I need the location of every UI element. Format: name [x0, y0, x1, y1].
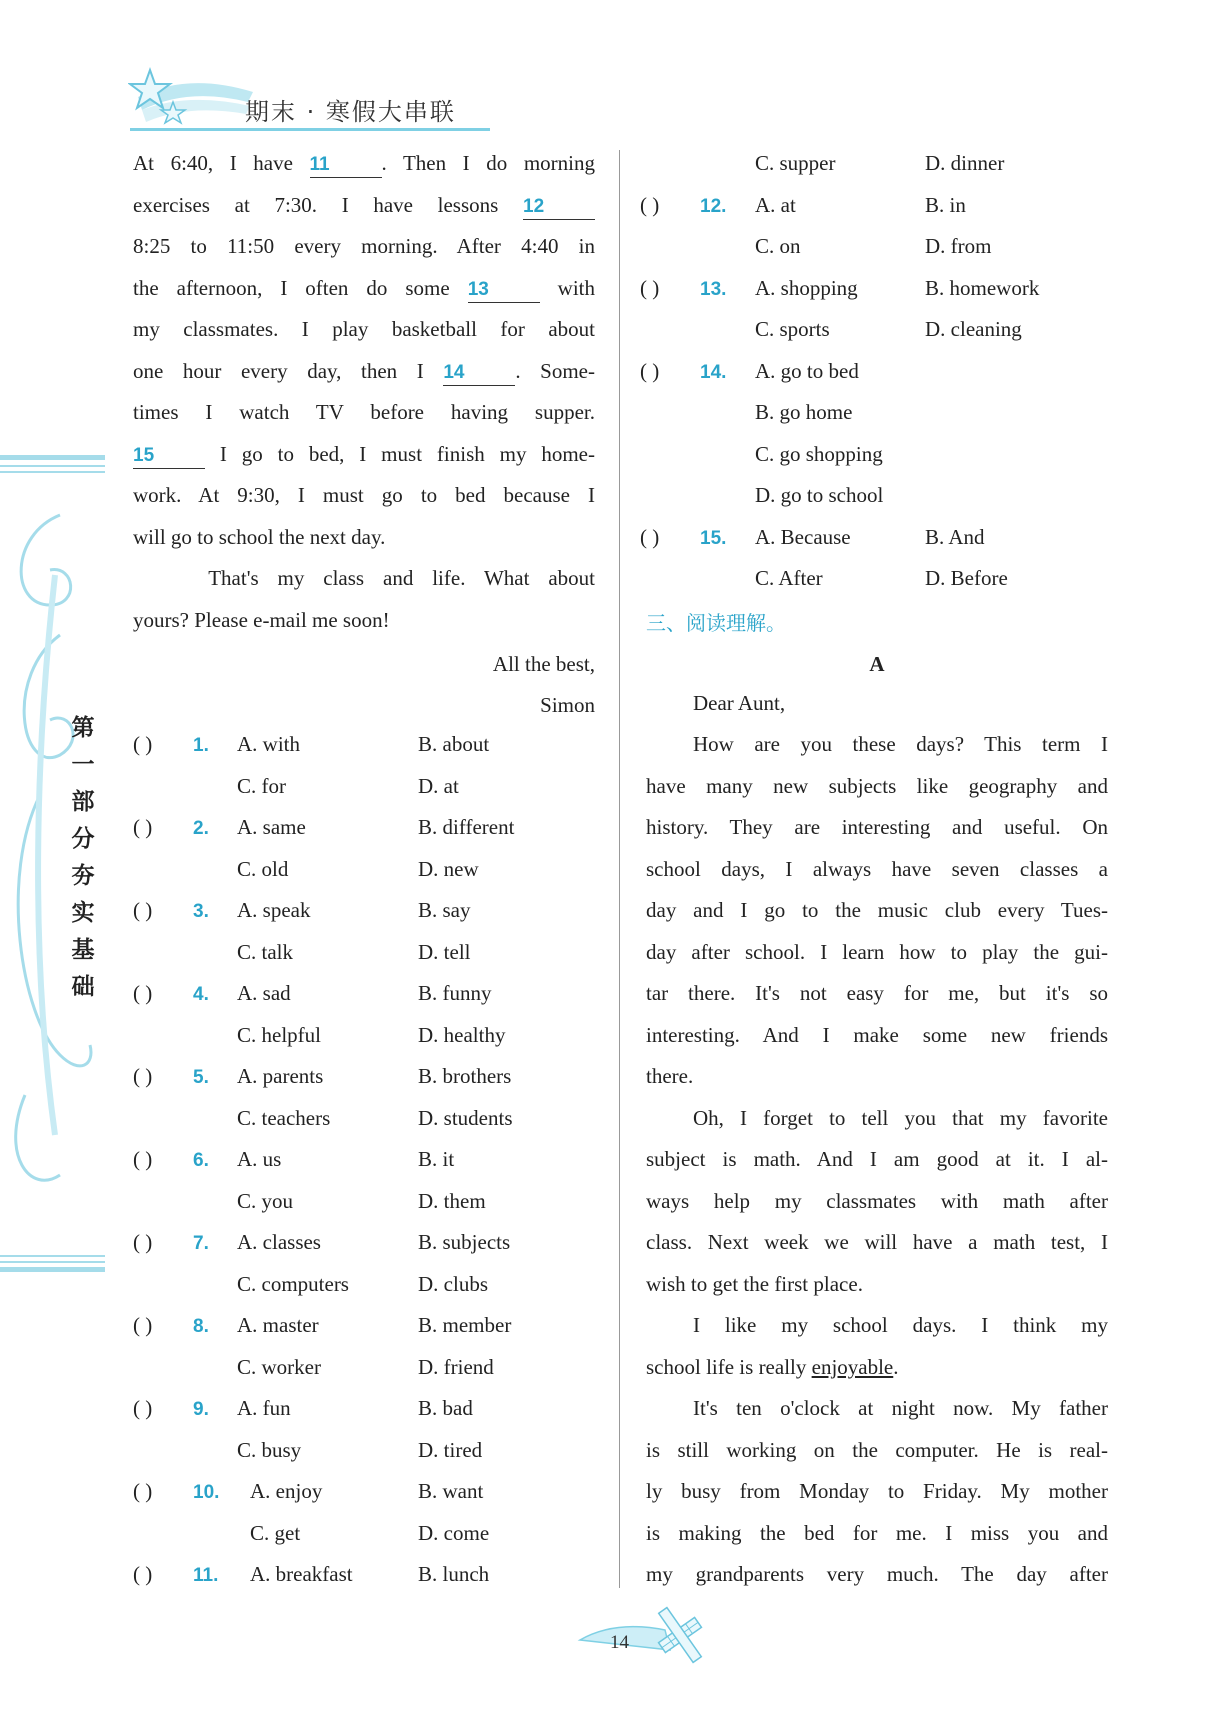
option-b[interactable]: B. brothers — [418, 1064, 512, 1088]
option-a[interactable]: A. go to bed — [755, 358, 859, 383]
option-b[interactable]: B. And — [925, 524, 985, 549]
reading-line: day after school. I learn how to play the gui- — [646, 939, 1108, 964]
side-char: 一 — [71, 752, 95, 778]
option-c[interactable]: C. After — [755, 566, 823, 590]
option-d[interactable]: D. them — [418, 1188, 486, 1213]
side-char: 夯 — [71, 863, 95, 889]
question-number — [193, 1559, 218, 1589]
question-number — [193, 812, 209, 842]
option-d[interactable]: D. come — [418, 1520, 490, 1545]
option-a[interactable]: A. speak — [237, 898, 311, 922]
question-number — [193, 1144, 209, 1174]
question-number — [193, 895, 209, 925]
answer-bracket[interactable]: ( ) — [133, 1230, 153, 1254]
question-number-text: 2. — [193, 818, 209, 839]
option-d[interactable]: D. go to school — [755, 483, 884, 507]
answer-bracket[interactable]: ( ) — [133, 1396, 153, 1420]
option-b[interactable]: B. it — [418, 1147, 455, 1171]
passage-text: will go to school the next day. — [133, 524, 386, 549]
passage-line — [133, 522, 595, 552]
question-number-text: 4. — [193, 984, 209, 1005]
option-d[interactable]: D. healthy — [418, 1022, 506, 1047]
passage-text: my classmates. I play basketball for about — [133, 317, 595, 341]
passage-line — [133, 563, 595, 593]
option-d[interactable]: D. students — [418, 1105, 513, 1130]
question-number — [700, 190, 726, 220]
reading-line: is making the bed for me. I miss you and — [646, 1520, 1108, 1545]
passage-text: . Some- — [515, 358, 595, 383]
passage-line — [133, 148, 595, 178]
answer-blank[interactable]: 14 — [443, 361, 515, 386]
section-title: 三、阅读理解。 — [646, 611, 786, 635]
option-c[interactable]: C. helpful — [237, 1022, 321, 1047]
option-a[interactable]: A. same — [237, 815, 306, 839]
option-a[interactable]: A. parents — [237, 1064, 324, 1088]
option-c[interactable]: C. supper — [755, 151, 836, 175]
reading-line: day and I go to the music club every Tues- — [646, 898, 1108, 922]
reading-line: my grandparents very much. The day after — [646, 1562, 1108, 1586]
option-c[interactable]: C. for — [237, 773, 286, 798]
passage-text: yours? Please e-mail me soon! — [133, 607, 390, 632]
passage-text: the afternoon, I often do some — [133, 275, 468, 300]
option-a[interactable]: A. Because — [755, 524, 851, 549]
side-section-label — [68, 710, 98, 1006]
reading-line: subject is math. And I am good at it. I al- — [646, 1147, 1108, 1171]
answer-bracket[interactable]: ( ) — [133, 732, 153, 756]
passage-text: At 6:40, I have — [133, 151, 310, 175]
option-d[interactable]: D. cleaning — [925, 317, 1022, 341]
answer-bracket[interactable]: ( ) — [133, 1147, 153, 1171]
reading-line: Dear Aunt, — [693, 690, 786, 715]
option-b[interactable]: B. subjects — [418, 1230, 511, 1254]
passage-label: A — [869, 652, 885, 676]
answer-blank[interactable]: 11 — [310, 153, 382, 178]
answer-bracket[interactable]: ( ) — [640, 358, 660, 383]
option-a[interactable]: A. with — [237, 732, 300, 756]
question-number-text: 1. — [193, 735, 209, 756]
closing-line: All the best, — [492, 652, 595, 676]
passage-line — [133, 231, 595, 261]
question-number — [700, 356, 726, 386]
reading-line: It's ten o'clock at night now. My father — [693, 1396, 1108, 1420]
reading-line: history. They are interesting and useful. On — [646, 815, 1108, 839]
question-number-text: 10. — [193, 1482, 220, 1503]
option-b[interactable]: B. bad — [418, 1396, 473, 1420]
question-number — [700, 522, 726, 552]
side-char: 础 — [71, 974, 95, 1000]
answer-bracket[interactable]: ( ) — [133, 1313, 153, 1337]
reading-line: I like my school days. I think my — [693, 1313, 1108, 1337]
passage-text: exercises at 7:30. I have lessons — [133, 192, 523, 217]
reading-line: school life is really enjoyable. — [646, 1354, 899, 1379]
passage-line — [133, 605, 595, 635]
question-number-text: 9. — [193, 1399, 209, 1420]
option-c[interactable]: C. talk — [237, 939, 293, 964]
reading-line: interesting. And I make some new friends — [646, 1022, 1108, 1047]
answer-bracket[interactable]: ( ) — [133, 1562, 153, 1586]
answer-blank[interactable]: 12 — [523, 195, 595, 220]
answer-blank[interactable]: 15 — [133, 444, 205, 469]
reading-line: ways help my classmates with math after — [646, 1188, 1108, 1213]
reading-line: school days, I always have seven classes a — [646, 856, 1108, 881]
question-number — [193, 1310, 209, 1340]
option-d[interactable]: D. tell — [418, 939, 471, 964]
question-number — [193, 1061, 209, 1091]
passage-text: times I watch TV before having supper. — [133, 400, 595, 424]
option-b[interactable]: B. say — [418, 898, 471, 922]
option-c[interactable]: C. old — [237, 856, 289, 881]
question-number-text: 11. — [193, 1565, 219, 1586]
option-a[interactable]: A. classes — [237, 1230, 321, 1254]
side-char: 部 — [71, 789, 95, 815]
column-divider — [619, 150, 620, 1588]
answer-bracket[interactable]: ( ) — [133, 815, 153, 839]
option-c[interactable]: C. busy — [237, 1437, 302, 1462]
option-b[interactable]: B. in — [925, 192, 966, 217]
option-b[interactable]: B. about — [418, 732, 490, 756]
option-c[interactable]: C. teachers — [237, 1105, 331, 1130]
passage-text: . Then I do morning — [381, 151, 595, 175]
option-c[interactable]: C. sports — [755, 317, 830, 341]
reading-line: tar there. It's not easy for me, but it's so — [646, 981, 1108, 1005]
underlined-word: enjoyable — [811, 1354, 894, 1379]
side-char: 第 — [71, 715, 95, 741]
reading-line: How are you these days? This term I — [693, 732, 1108, 756]
answer-bracket[interactable]: ( ) — [640, 275, 660, 300]
reading-line: have many new subjects like geography and — [646, 773, 1108, 798]
header-underline — [130, 128, 490, 131]
answer-bracket[interactable]: ( ) — [133, 981, 153, 1005]
option-c[interactable]: C. you — [237, 1188, 294, 1213]
answer-bracket[interactable]: ( ) — [133, 1064, 153, 1088]
page-number: 14 — [610, 1632, 629, 1653]
option-c[interactable]: C. computers — [237, 1271, 349, 1296]
question-number-text: 5. — [193, 1067, 209, 1088]
question-number — [700, 273, 726, 303]
reading-line: ly busy from Monday to Friday. My mother — [646, 1479, 1108, 1503]
option-d[interactable]: D. clubs — [418, 1271, 488, 1296]
header-title: 期末 · 寒假大串联 — [245, 98, 456, 126]
option-b[interactable]: B. homework — [925, 275, 1040, 300]
reading-line: there. — [646, 1064, 694, 1088]
option-a[interactable]: A. at — [755, 192, 796, 217]
option-c[interactable]: C. on — [755, 234, 801, 258]
side-char: 分 — [71, 826, 95, 852]
question-number-text: 7. — [193, 1233, 209, 1254]
answer-bracket[interactable]: ( ) — [133, 898, 153, 922]
option-b[interactable]: B. want — [418, 1479, 484, 1503]
option-a[interactable]: A. us — [237, 1147, 282, 1171]
passage-text: work. At 9:30, I must go to bed because I — [133, 483, 595, 507]
passage-text: one hour every day, then I — [133, 358, 444, 383]
passage-line — [133, 439, 595, 469]
option-a[interactable]: A. enjoy — [250, 1479, 323, 1503]
option-a[interactable]: A. fun — [237, 1396, 291, 1420]
option-d[interactable]: D. new — [418, 856, 479, 881]
question-number-text: 3. — [193, 901, 209, 922]
option-b[interactable]: B. member — [418, 1313, 512, 1337]
option-b[interactable]: B. different — [418, 815, 515, 839]
side-char: 基 — [71, 937, 95, 963]
option-c[interactable]: C. go shopping — [755, 441, 883, 466]
passage-line — [133, 356, 595, 386]
question-number-text: 8. — [193, 1316, 209, 1337]
question-number-text: 14. — [700, 361, 727, 383]
satellite-icon — [575, 1600, 725, 1680]
passage-text: 8:25 to 11:50 every morning. After 4:40 in — [133, 234, 595, 258]
question-number-text: 13. — [700, 278, 727, 300]
question-number-text: 12. — [700, 195, 727, 217]
option-d[interactable]: D. Before — [925, 566, 1008, 590]
passage-line — [133, 190, 595, 220]
question-number — [193, 978, 209, 1008]
question-number-text: 6. — [193, 1150, 209, 1171]
option-d[interactable]: D. dinner — [925, 151, 1005, 175]
passage-line — [133, 314, 595, 344]
answer-bracket[interactable]: ( ) — [640, 524, 660, 549]
signature: Simon — [540, 693, 595, 717]
option-b[interactable]: B. go home — [755, 400, 853, 424]
reading-line: class. Next week we will have a math test, I — [646, 1230, 1108, 1254]
answer-bracket[interactable]: ( ) — [640, 192, 660, 217]
side-char: 实 — [71, 900, 95, 926]
reading-line: Oh, I forget to tell you that my favorite — [693, 1105, 1108, 1130]
option-d[interactable]: D. at — [418, 773, 459, 798]
option-c[interactable]: C. get — [250, 1520, 301, 1545]
passage-text: with — [539, 275, 595, 300]
option-b[interactable]: B. lunch — [418, 1562, 490, 1586]
option-d[interactable]: D. from — [925, 234, 992, 258]
question-number — [193, 1393, 209, 1423]
option-d[interactable]: D. friend — [418, 1354, 494, 1379]
option-a[interactable]: A. sad — [237, 981, 291, 1005]
passage-line — [133, 480, 595, 510]
option-b[interactable]: B. funny — [418, 981, 492, 1005]
passage-line — [133, 273, 595, 303]
passage-text: I go to bed, I must finish my home- — [205, 441, 595, 466]
question-number-text: 15. — [700, 527, 727, 549]
option-a[interactable]: A. breakfast — [250, 1562, 353, 1586]
option-d[interactable]: D. tired — [418, 1437, 483, 1462]
answer-bracket[interactable]: ( ) — [133, 1479, 153, 1503]
option-a[interactable]: A. master — [237, 1313, 319, 1337]
passage-line — [133, 397, 595, 427]
shooting-star-icon — [128, 62, 258, 132]
reading-line: is still working on the computer. He is real- — [646, 1437, 1108, 1462]
question-number — [193, 729, 209, 759]
question-number — [193, 1227, 209, 1257]
passage-text: That's my class and life. What about — [133, 566, 595, 590]
option-c[interactable]: C. worker — [237, 1354, 321, 1379]
option-a[interactable]: A. shopping — [755, 275, 858, 300]
reading-line: wish to get the first place. — [646, 1271, 863, 1296]
answer-blank[interactable]: 13 — [468, 278, 540, 303]
question-number — [193, 1476, 219, 1506]
